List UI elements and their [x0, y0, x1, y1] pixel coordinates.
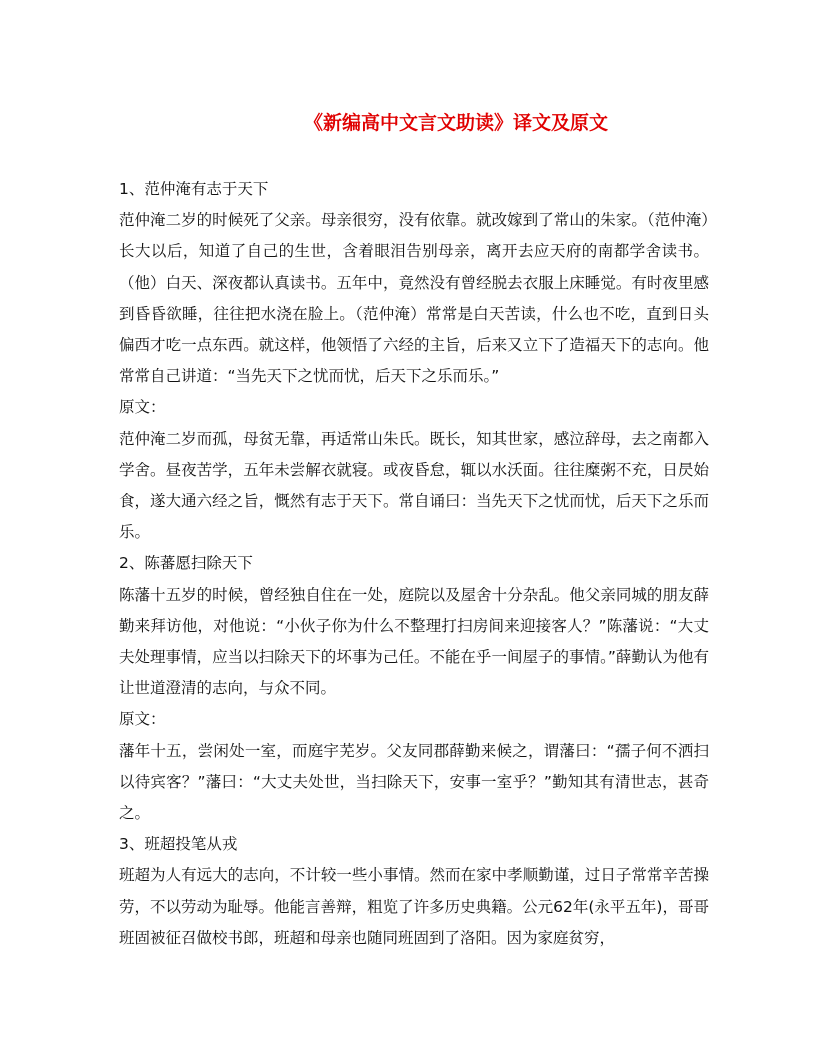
- document-title: 《新编高中文言文助读》译文及原文: [303, 112, 608, 134]
- original-label-1: 原文：: [119, 398, 166, 417]
- original-label-2: 原文：: [119, 710, 166, 729]
- section-translation-1: 范仲淹二岁的时候死了父亲。母亲很穷，没有依靠。就改嫁到了常山的朱家。（范仲淹）长大以后，知道了自己的生世，含着眼泪告别母亲，离开去应天府的南都学舍读书。（他）白天、深夜都认真读书。五年中，竟然没有曾经脱去衣服上床睡觉。有时夜里感到昏昏欲睡，往往把水浇在脸上。（范仲淹）常常是白天苦读，什么也不吃，直到日头偏西才吃一点东西。就这样，他领悟了六经的主旨，后来又立下了造福天下的志向。他常常自己讲道：“当先天下之忧而忧，后天下之乐而乐。”: [119, 211, 709, 386]
- section-translation-3: 班超为人有远大的志向，不计较一些小事情。然而在家中孝顺勤谨，过日子常常辛苦操劳，不以劳动为耻辱。他能言善辩，粗览了许多历史典籍。公元62年(永平五年)，哥哥班固被征召做校书郎，班超和母亲也随同班固到了洛阳。因为家庭贫穷，: [119, 866, 709, 947]
- section-translation-2: 陈藩十五岁的时候，曾经独自住在一处，庭院以及屋舍十分杂乱。他父亲同城的朋友薛勤来拜访他，对他说：“小伙子你为什么不整理打扫房间来迎接客人？”陈藩说：“大丈夫处理事情，应当以扫除天下的坏事为己任。不能在乎一间屋子的事情。”薛勤认为他有让世道澄清的志向，与众不同。: [119, 585, 709, 698]
- section-heading-1: 1、范仲淹有志于天下: [119, 180, 269, 198]
- section-heading-3: 3、班超投笔从戎: [119, 835, 238, 854]
- section-original-2: 藩年十五，尝闲处一室，而庭宇芜岁。父友同郡薛勤来候之，谓藩曰：“孺子何不洒扫以待宾客？”藩曰：“大丈夫处世，当扫除天下，安事一室乎？”勤知其有清世志，甚奇之。: [119, 741, 709, 822]
- document-body: [119, 174, 709, 954]
- section-heading-2: 2、陈蕃愿扫除天下: [119, 554, 253, 573]
- section-original-1: 范仲淹二岁而孤，母贫无靠，再适常山朱氏。既长，知其世家，感泣辞母，去之南都入学舍。昼夜苦学，五年未尝解衣就寝。或夜昏怠，辄以水沃面。往往糜粥不充，日昃始食，遂大通六经之旨，慨然有志于天下。常自诵曰：当先天下之忧而忧，后天下之乐而乐。: [119, 429, 709, 542]
